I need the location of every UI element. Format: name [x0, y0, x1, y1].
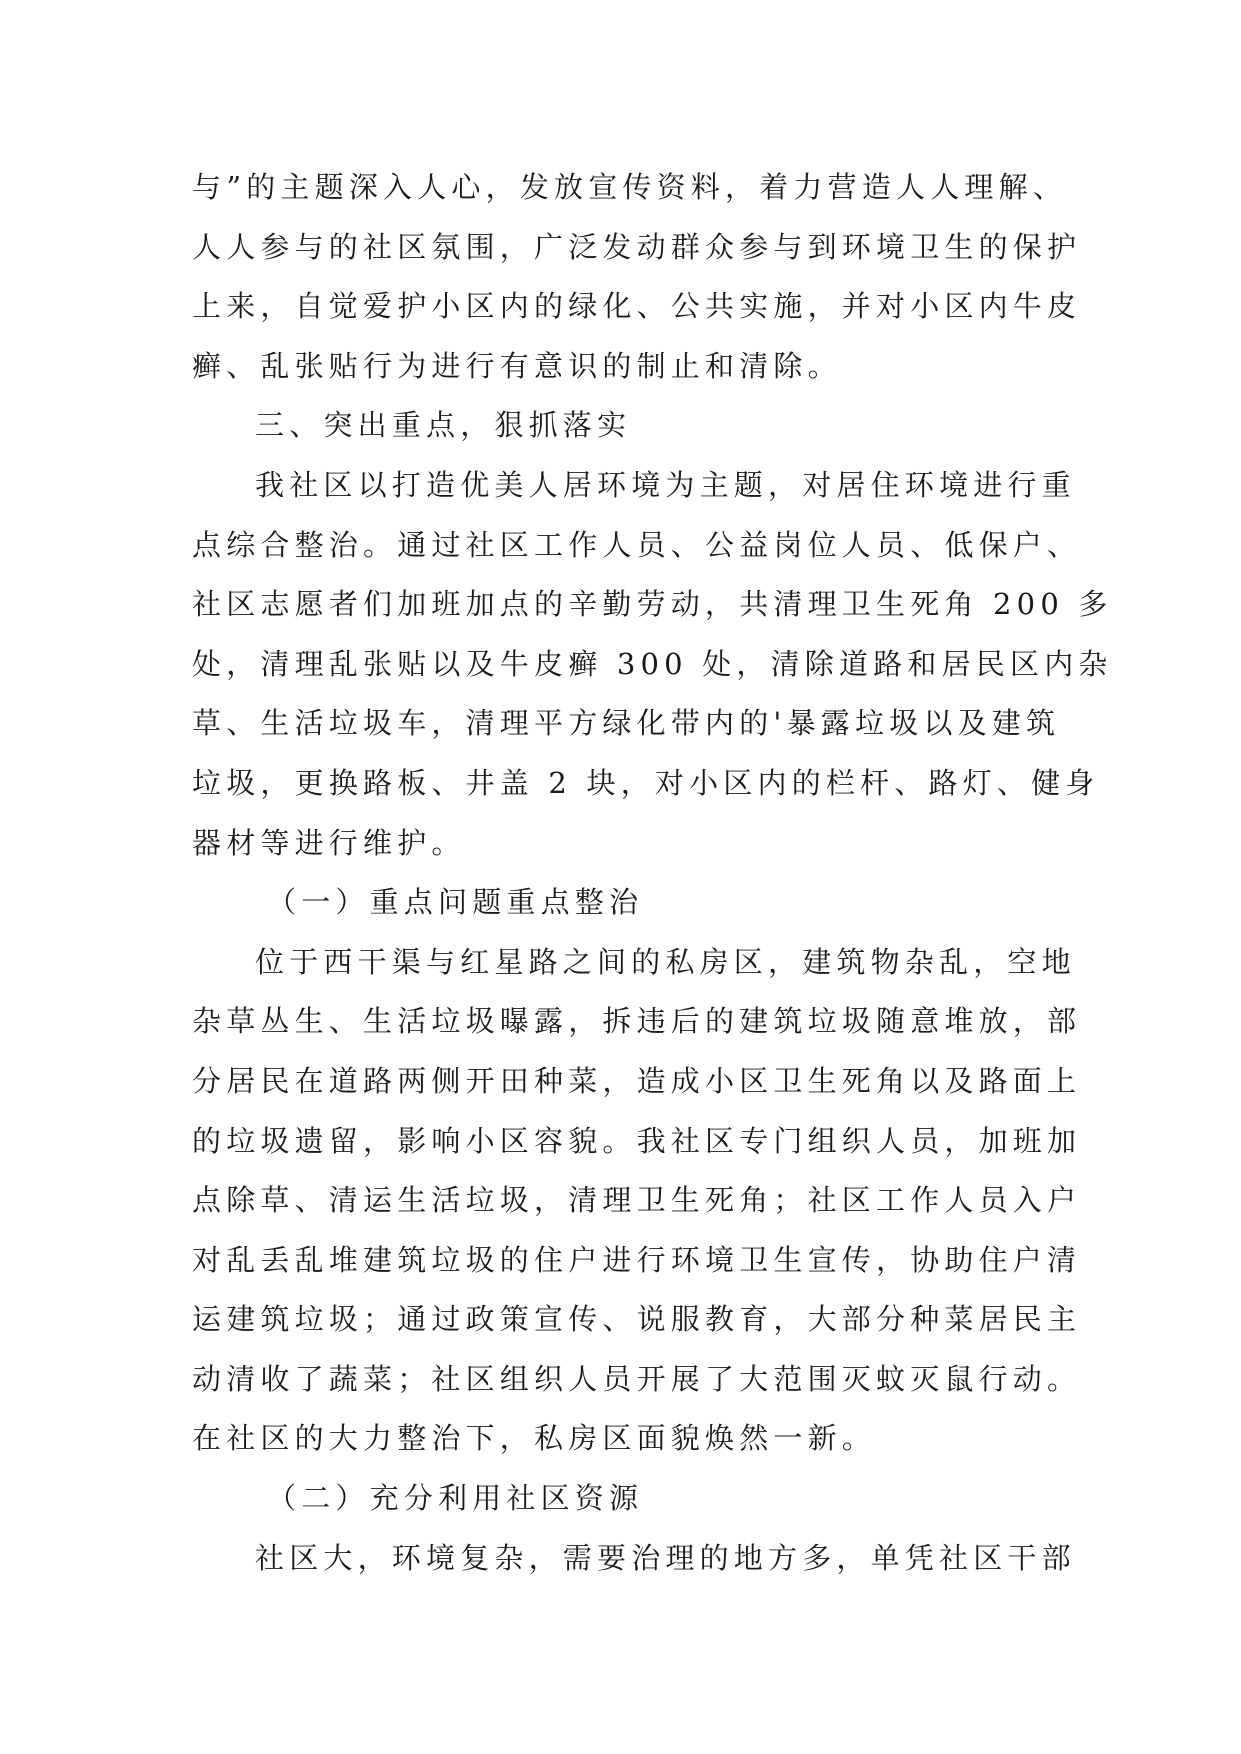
paragraph-line: 社区志愿者们加班加点的辛勤劳动，共清理卫生死角 200 多 [192, 587, 1113, 622]
paragraph-line: 运建筑垃圾；通过政策宣传、说服教育，大部分种菜居民主 [192, 1302, 1082, 1337]
paragraph-line: 在社区的大力整治下，私房区面貌焕然一新。 [192, 1421, 877, 1456]
subsection-heading: （二）充分利用社区资源 [267, 1481, 644, 1516]
paragraph-line: 垃圾，更换路板、井盖 2 块，对小区内的栏杆、路灯、健身 [192, 765, 1100, 800]
paragraph-line: 草、生活垃圾车，清理平方绿化带内的'暴露垃圾以及建筑 [192, 706, 1061, 741]
paragraph-line: 点综合整治。通过社区工作人员、公益岗位人员、低保户、 [192, 527, 1082, 562]
paragraph-line: 上来，自觉爱护小区内的绿化、公共实施，并对小区内牛皮 [192, 289, 1082, 324]
paragraph-line: 的垃圾遗留，影响小区容貌。我社区专门组织人员，加班加 [192, 1123, 1082, 1158]
subsection-heading: （一）重点问题重点整治 [267, 885, 644, 920]
paragraph-line: 位于西干渠与红星路之间的私房区，建筑物杂乱，空地 [255, 944, 1076, 979]
paragraph-line: 我社区以打造优美人居环境为主题，对居住环境进行重 [255, 467, 1076, 502]
section-heading: 三、突出重点，狠抓落实 [255, 408, 632, 443]
paragraph-line: 与”的主题深入人心，发放宣传资料，着力营造人人理解、 [192, 170, 1068, 204]
paragraph-line: 癣、乱张贴行为进行有意识的制止和清除。 [192, 348, 842, 383]
paragraph-line: 杂草丛生、生活垃圾曝露，拆违后的建筑垃圾随意堆放，部 [192, 1004, 1082, 1039]
paragraph-line: 社区大，环境复杂，需要治理的地方多，单凭社区干部 [255, 1540, 1076, 1575]
paragraph-line: 处，清理乱张贴以及牛皮癣 300 处，清除道路和居民区内杂 [192, 646, 1113, 681]
paragraph-line: 动清收了蔬菜；社区组织人员开展了大范围灭蚊灭鼠行动。 [192, 1361, 1082, 1396]
paragraph-line: 人人参与的社区氛围，广泛发动群众参与到环境卫生的保护 [192, 229, 1082, 264]
paragraph-line: 器材等进行维护。 [192, 825, 466, 860]
paragraph-line: 对乱丢乱堆建筑垃圾的住户进行环境卫生宣传，协助住户清 [192, 1242, 1082, 1277]
body-text [192, 158, 1113, 1588]
paragraph-line: 分居民在道路两侧开田种菜，造成小区卫生死角以及路面上 [192, 1063, 1082, 1098]
paragraph-line: 点除草、清运生活垃圾，清理卫生死角；社区工作人员入户 [192, 1183, 1082, 1218]
